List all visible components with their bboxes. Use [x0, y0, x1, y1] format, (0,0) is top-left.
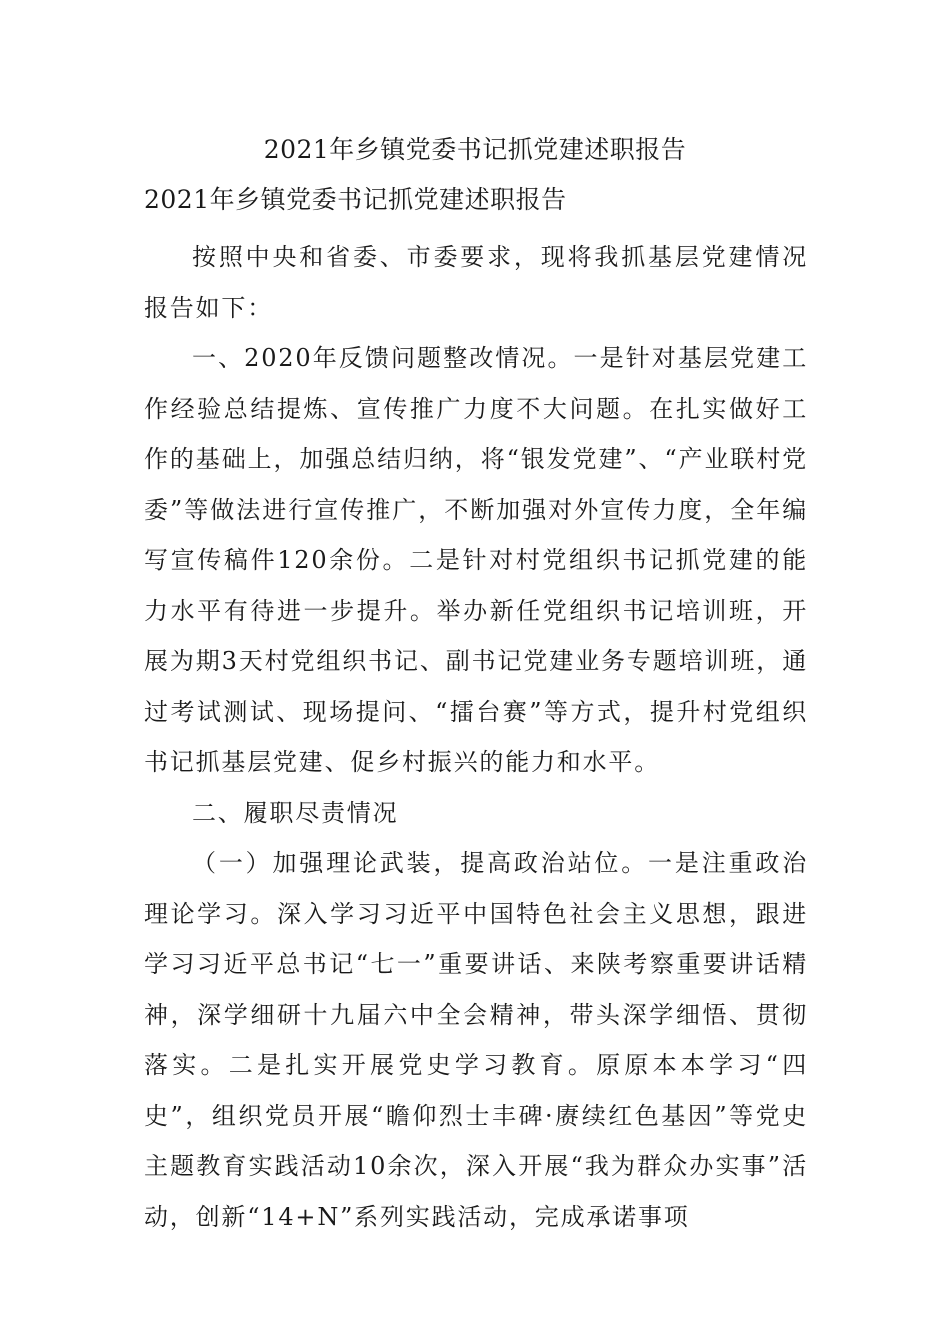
section-heading: 二、履职尽责情况 — [192, 798, 399, 827]
body-paragraph: 按照中央和省委、市委要求，现将我抓基层党建情况报告如下： — [144, 243, 808, 322]
document-body — [144, 232, 808, 1242]
document-subtitle: 2021年乡镇党委书记抓党建述职报告 — [144, 185, 567, 214]
body-paragraph: 一、2020年反馈问题整改情况。一是针对基层党建工作经验总结提炼、宣传推广力度不大问题。在扎实做好工作的基础上，加强总结归纳，将“银发党建”、“产业联村党委”等做法进行宣传推广，不断加强对外宣传力度，全年编写宣传稿件120余份。二是针对村党组织书记抓党建的能力水平有待进一步提升。举办新任党组织书记培训班，开展为期3天村党组织书记、副书记党建业务专题培训班，通过考试测试、现场提问、“擂台赛”等方式，提升村党组织书记抓基层党建、促乡村振兴的能力和水平。 — [144, 344, 808, 776]
body-paragraph: （一）加强理论武装，提高政治站位。一是注重政治理论学习。深入学习习近平中国特色社会主义思想，跟进学习习近平总书记“七一”重要讲话、来陕考察重要讲话精神，深学细研十九届六中全会精神，带头深学细悟、贯彻落实。二是扎实开展党史学习教育。原原本本学习“四史”，组织党员开展“瞻仰烈士丰碑·赓续红色基因”等党史主题教育实践活动10余次，深入开展“我为群众办实事”活动，创新“14+N”系列实践活动，完成承诺事项 — [144, 849, 808, 1231]
document-title: 2021年乡镇党委书记抓党建述职报告 — [263, 135, 687, 164]
